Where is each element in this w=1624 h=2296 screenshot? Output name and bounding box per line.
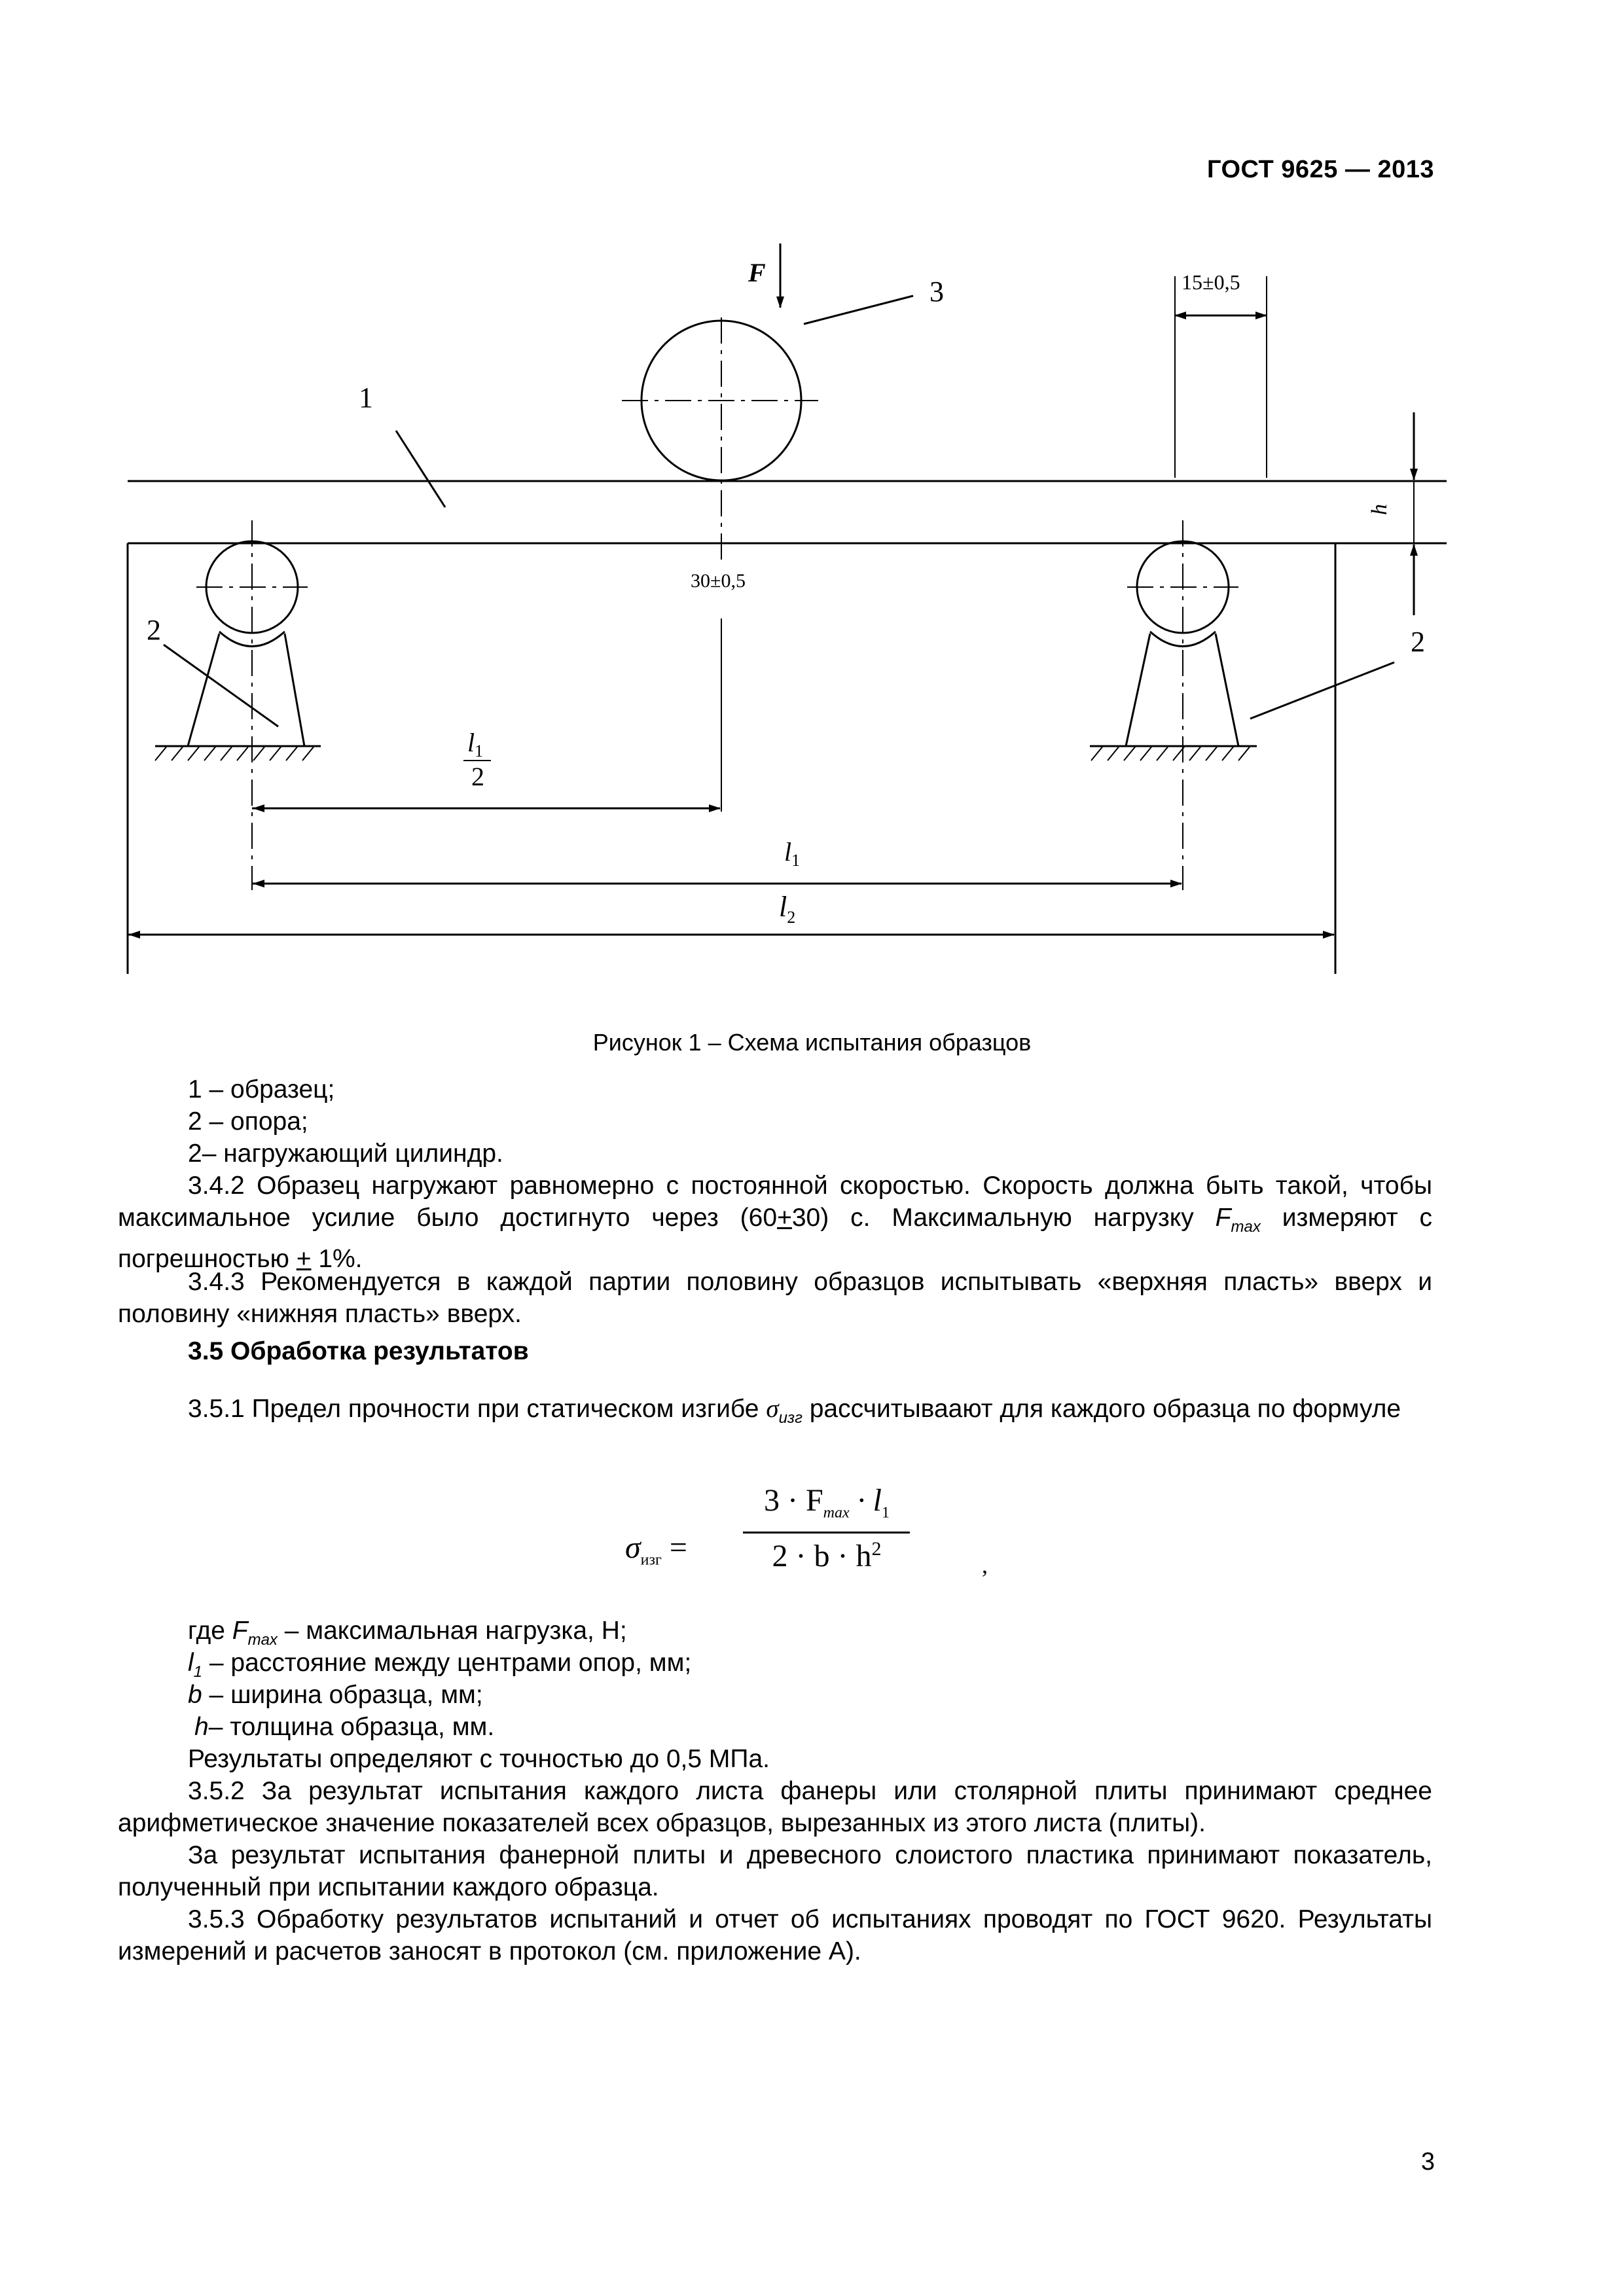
paragraph-3-5-3: 3.5.3 Обработку результатов испытаний и отчет об испытаниях проводят по ГОСТ 9620. Результаты измерений и расчетов заносят в протокол (см. приложение А). <box>118 1905 1432 1965</box>
where-l1: $l_1$ – расстояние между центрами опор, мм; <box>188 1649 692 1681</box>
dim-h: h <box>1367 504 1392 515</box>
dim-30: 30±0,5 <box>691 570 746 592</box>
dim-l2: $l_2$ <box>779 891 796 927</box>
paragraph-3-5-1: 3.5.1 Предел прочности при статическом изгибе $\sigma_{изг}$ рассчитываают для каждого образца по формуле <box>188 1395 1401 1427</box>
force-label: F <box>748 258 766 287</box>
label-3: 3 <box>929 276 944 308</box>
where-h: h– толщина образца, мм. <box>194 1713 495 1741</box>
legend-item-1: 1 – образец; <box>188 1075 335 1103</box>
where-b: b – ширина образца, мм; <box>188 1681 483 1709</box>
paragraph-3-5-2-b: За результат испытания фанерной плиты и древесного слоистого пластика принимают показатель, полученный при испытании каждого образца. <box>118 1841 1432 1901</box>
section-title: 3.5 Обработка результатов <box>188 1337 529 1365</box>
where-f-max: где $F_{max}$ – максимальная нагрузка, Н; <box>188 1617 627 1649</box>
test-scheme-figure <box>0 0 1624 1021</box>
paragraph-3-5-2: 3.5.2 За результат испытания каждого листа фанеры или столярной плиты принимают среднее арифметическое значение показателей всех образцов, вырезанных из этого листа (плиты). <box>118 1777 1432 1837</box>
label-1: 1 <box>359 382 373 414</box>
accuracy-note: Результаты определяют с точностью до 0,5 МПа. <box>188 1745 770 1773</box>
dim-15: 15±0,5 <box>1182 270 1240 294</box>
dim-l1: $l_1$ <box>784 837 801 870</box>
page-number: 3 <box>1420 2148 1435 2176</box>
label-2-right: 2 <box>1411 626 1425 658</box>
doc-header-code: ГОСТ 9625 — 2013 <box>1206 156 1434 183</box>
label-2-left: 2 <box>147 614 161 646</box>
legend-item-2: 2 – опора; <box>188 1107 308 1136</box>
dim-half-num: $l_1$ <box>467 728 484 761</box>
legend-item-3: 2– нагружающий цилиндр. <box>188 1139 503 1168</box>
paragraph-3-4-3: 3.4.3 Рекомендуется в каждой партии половину образцов испытывать «верхняя пласть» вверх и половину «нижняя пласть» вверх. <box>118 1268 1432 1328</box>
figure-caption: Рисунок 1 – Схема испытания образцов <box>592 1029 1032 1056</box>
dim-half-den: 2 <box>471 762 484 791</box>
paragraph-3-4-2: 3.4.2 Образец нагружают равномерно с постоянной скоростью. Скорость должна быть такой, чтобы максимальное усилие было достигнуто через (60+30) с. Максимальную нагрузку $F_{max}$ измеряют с погрешностью + 1%. <box>118 1172 1432 1273</box>
